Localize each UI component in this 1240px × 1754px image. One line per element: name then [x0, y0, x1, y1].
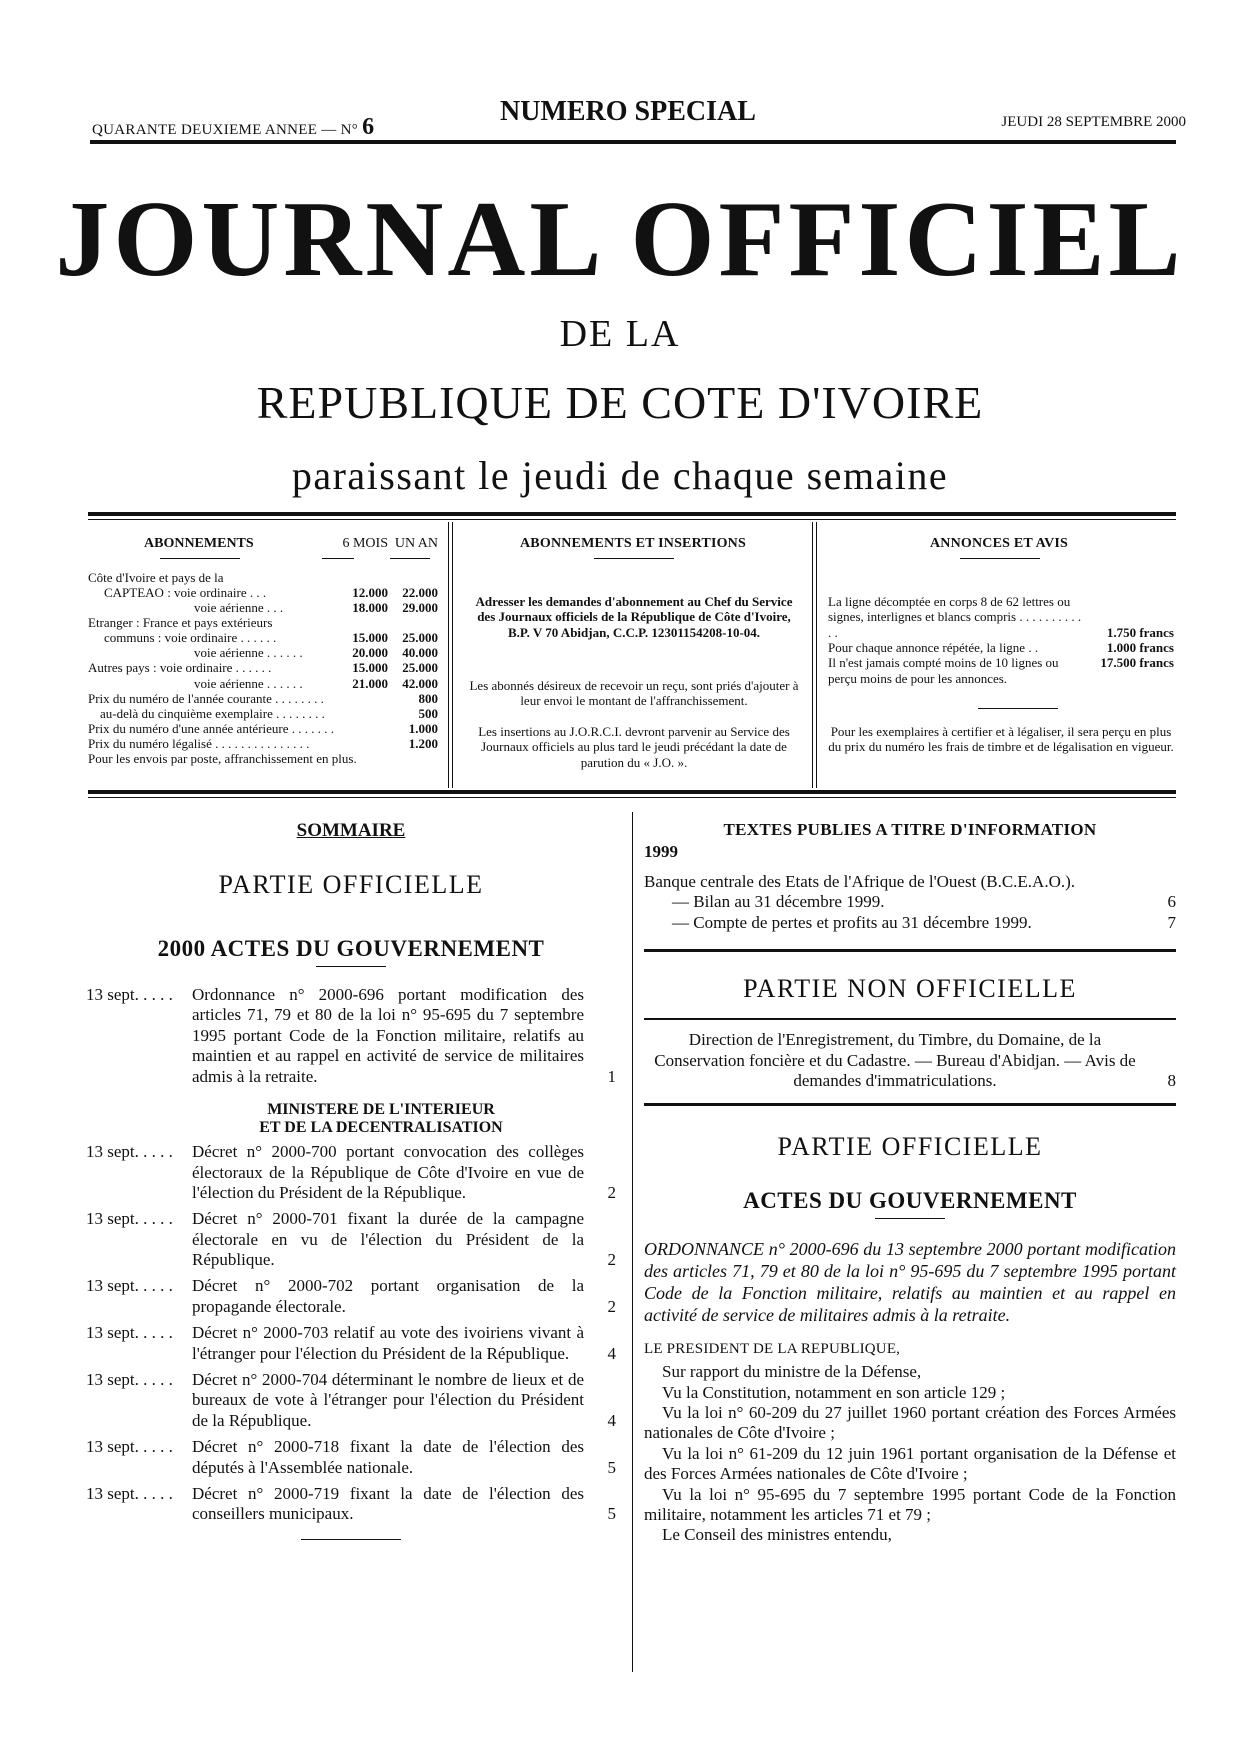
- title-de-la: DE LA: [559, 313, 681, 355]
- insertions-receipt-note: Les abonnés désireux de recevoir un reçu, sont priés d'ajouter à leur envoi le montant de l'affranchissement.: [469, 678, 799, 709]
- sommaire-entry[interactable]: 13 sept. . . . . Décret n° 2000-702 portant organisation de la propagande électorale. 2: [86, 1276, 616, 1316]
- ordonnance-title: ORDONNANCE n° 2000-696 du 13 septembre 2000 portant modification des articles 71, 79 et 80 de la loi n° 95-695 du 7 septembre 1995 portant Code de la Fonction militaire, relatifs au maintien et au rappel en activité de service de militaires admis à la retraite.: [644, 1239, 1176, 1326]
- rate-row: voie aérienne . . . . . . 21.000 42.000: [194, 675, 438, 691]
- actes-right-underline: [875, 1218, 945, 1219]
- special-issue-label: NUMERO SPECIAL: [500, 96, 756, 127]
- sommaire-entry[interactable]: 13 sept. . . . . Décret n° 2000-703 relatif au vote des ivoiriens vivant à l'étranger pour l'élection du Président de la République. 4: [86, 1323, 616, 1363]
- annonces-heading: ANNONCES ET AVIS: [929, 536, 1069, 551]
- textes-rule: [644, 949, 1176, 952]
- issue-number: 6: [362, 114, 375, 140]
- box-bottom-rule-thin: [88, 797, 1176, 798]
- page-number: 2: [607, 1296, 616, 1316]
- visa-line: Sur rapport du ministre de la Défense,: [662, 1362, 922, 1382]
- page-number: 8: [1167, 1070, 1176, 1090]
- page-number: 2: [607, 1182, 616, 1202]
- column-divider: [632, 812, 633, 1672]
- bceao-line: Banque centrale des Etats de l'Afrique de l'Ouest (B.C.E.A.O.).: [644, 872, 1076, 891]
- actes-heading: 2000 ACTES DU GOUVERNEMENT: [157, 936, 545, 961]
- sommaire-entry[interactable]: 13 sept. . . . . Décret n° 2000-700 portant convocation des collèges électoraux de la République de Côte d'Ivoire en vue de l'élection du Président de la République. 2: [86, 1142, 616, 1202]
- box-divider-1: [448, 522, 449, 788]
- page-number: 5: [607, 1457, 616, 1477]
- ann-divider: [978, 708, 1058, 709]
- visa-line: Vu la loi n° 61-209 du 12 juin 1961 portant organisation de la Défense et des Forces Armées nationales de Côte d'Ivoire ;: [644, 1443, 1176, 1484]
- issue-date: JEUDI 28 SEPTEMBRE 2000: [1001, 114, 1186, 130]
- sommaire-column: [86, 820, 616, 1540]
- subscriptions-heading: ABONNEMENTS: [144, 536, 254, 551]
- rate-row: communs : voie ordinaire . . . . . . 15.000 25.000: [104, 630, 438, 646]
- price-row: au-delà du cinquième exemplaire . . . . . . . . 500: [100, 705, 438, 721]
- price-row: Prix du numéro de l'année courante . . . . . . . . 800: [88, 690, 438, 706]
- annonce-row: La ligne décomptée en corps 8 de 62 lettres ou signes, interlignes et blancs compris . . . . . . . . . . . . 1.750 francs: [828, 594, 1174, 640]
- rate-row: voie aérienne . . . . . . 20.000 40.000: [194, 645, 438, 661]
- year-issue-line: [92, 114, 374, 141]
- publication-frequency: paraissant le jeudi de chaque semaine: [291, 453, 949, 498]
- end-rule: [301, 1539, 401, 1540]
- col-6-mois: 6 MOIS: [342, 536, 388, 551]
- price-row: Prix du numéro légalisé . . . . . . . . . . . . . . . 1.200: [88, 735, 438, 751]
- page-number: 7: [1167, 912, 1176, 932]
- annonces-legalisation-note: Pour les exemplaires à certifier et à légaliser, il sera perçu en plus du prix du numéro les frais de timbre et de légalisation en vigueur.: [828, 724, 1174, 755]
- textes-heading: TEXTES PUBLIES A TITRE D'INFORMATION: [723, 820, 1097, 839]
- page-number: 5: [607, 1504, 616, 1524]
- partie-officielle-right-heading: PARTIE OFFICIELLE: [777, 1132, 1043, 1162]
- price-row: Prix du numéro d'une année antérieure . . . . . . . 1.000: [88, 720, 438, 736]
- direction-rule: [644, 1103, 1176, 1106]
- year-line: QUARANTE DEUXIEME ANNEE — N°: [92, 122, 359, 138]
- sommaire-heading: SOMMAIRE: [296, 820, 406, 841]
- ann-underline: [960, 558, 1040, 559]
- page-number: 4: [607, 1410, 616, 1430]
- box-divider-2b: [816, 522, 817, 788]
- visa-line: Vu la Constitution, notamment en son article 129 ;: [662, 1382, 1006, 1402]
- postal-note: Pour les envois par poste, affranchissement en plus.: [88, 750, 357, 766]
- annonce-row: Pour chaque annonce répétée, la ligne . . 1.000 francs: [828, 639, 1174, 655]
- sommaire-entry[interactable]: 13 sept. . . . . Décret n° 2000-718 fixant la date de l'élection des députés à l'Assemblée nationale. 5: [86, 1437, 616, 1477]
- actes-right-heading: ACTES DU GOUVERNEMENT: [743, 1188, 1077, 1214]
- visa-line: Vu la loi n° 60-209 du 27 juillet 1960 portant création des Forces Armées nationales de Côte d'Ivoire ;: [644, 1402, 1176, 1443]
- rate-row: voie aérienne . . . 18.000 29.000: [194, 600, 438, 616]
- sommaire-entry[interactable]: 13 sept. . . . . Ordonnance n° 2000-696 portant modification des articles 71, 79 et 80 de la loi n° 95-695 du 7 septembre 1995 portant Code de la Fonction militaire, relatifs au maintien et au rappel en activité de service de militaires admis à la retraite. 1: [86, 985, 616, 1086]
- bilan-entry[interactable]: — Bilan au 31 décembre 1999. 6: [672, 892, 1176, 912]
- direction-entry[interactable]: Direction de l'Enregistrement, du Timbre, du Domaine, de la Conservation foncière et du Cadastre. — Bureau d'Abidjan. — Avis de demandes d'immatriculations. 8: [654, 1030, 1176, 1090]
- annonces-rates: [828, 594, 1174, 686]
- sub-underline-2: [322, 558, 354, 559]
- page-number: 2: [607, 1250, 616, 1270]
- sommaire-entry[interactable]: 13 sept. . . . . Décret n° 2000-704 déterminant le nombre de lieux et de bureaux de vote à l'étranger pour l'élection du Président de la République. 4: [86, 1370, 616, 1430]
- rate-row: Autres pays : voie ordinaire . . . . . . 15.000 25.000: [88, 660, 438, 676]
- ins-underline: [594, 558, 674, 559]
- compte-entry[interactable]: — Compte de pertes et profits au 31 décembre 1999. 7: [672, 912, 1176, 932]
- sommaire-entry[interactable]: 13 sept. . . . . Décret n° 2000-701 fixant la durée de la campagne électorale en vu de l'élection du Président de la République. 2: [86, 1209, 616, 1270]
- visa-line: Le Conseil des ministres entendu,: [662, 1525, 892, 1545]
- insertions-address: Adresser les demandes d'abonnement au Chef du Service des Journaux officiels de la République de Côte d'Ivoire, B.P. V 70 Abidjan, C.C.P. 12301154208-10-04.: [475, 594, 793, 640]
- insertions-heading: ABONNEMENTS ET INSERTIONS: [520, 536, 746, 551]
- box-divider-1b: [452, 522, 453, 788]
- subscriptions-header: [88, 536, 438, 552]
- visa-line: Vu la loi n° 95-695 du 7 septembre 1995 portant Code de la Fonction militaire, notamment les articles 71 et 79 ;: [644, 1484, 1176, 1524]
- journal-title: JOURNAL OFFICIEL: [55, 180, 1185, 299]
- box-divider-2: [812, 522, 813, 788]
- republic-name: REPUBLIQUE DE COTE D'IVOIRE: [256, 377, 984, 428]
- insertions-deadline-note: Les insertions au J.O.R.C.I. devront parvenir au Service des Journaux officiels au plus tard le jeudi précédant la date de parution du « J.O. ».: [478, 724, 790, 770]
- textes-column: [644, 820, 1176, 1546]
- textes-year: 1999: [644, 842, 678, 861]
- president-line: LE PRESIDENT DE LA REPUBLIQUE,: [644, 1341, 901, 1358]
- box-top-rule: [88, 512, 1176, 516]
- actes-underline: [316, 966, 386, 967]
- sub-underline-3: [390, 558, 430, 559]
- rate-row: Côte d'Ivoire et pays de la: [88, 570, 224, 585]
- page-number: 1: [607, 1066, 616, 1086]
- subscription-rates-table: [88, 570, 438, 766]
- annonce-row: Il n'est jamais compté moins de 10 lignes ou perçu moins de pour les annonces. 17.500 francs: [828, 655, 1174, 686]
- rate-row: Etranger : France et pays extérieurs: [88, 615, 273, 631]
- rate-row: CAPTEAO : voie ordinaire . . . 12.000 22.000: [104, 585, 438, 601]
- sub-underline: [160, 558, 240, 559]
- non-officielle-heading: PARTIE NON OFFICIELLE: [743, 974, 1077, 1004]
- box-top-rule-thin: [88, 519, 1176, 520]
- partie-officielle-heading: PARTIE OFFICIELLE: [218, 870, 484, 899]
- non-officielle-rule: [644, 1018, 1176, 1020]
- ministry-heading: MINISTERE DE L'INTERIEUR ET DE LA DECENTRALISATION: [259, 1100, 503, 1136]
- page-number: 6: [1167, 892, 1176, 912]
- page-number: 4: [607, 1343, 616, 1363]
- sommaire-entry[interactable]: 13 sept. . . . . Décret n° 2000-719 fixant la date de l'élection des conseillers municipaux. 5: [86, 1484, 616, 1524]
- header-rule: [90, 140, 1176, 144]
- box-bottom-rule: [88, 790, 1176, 794]
- col-un-an: UN AN: [394, 536, 438, 551]
